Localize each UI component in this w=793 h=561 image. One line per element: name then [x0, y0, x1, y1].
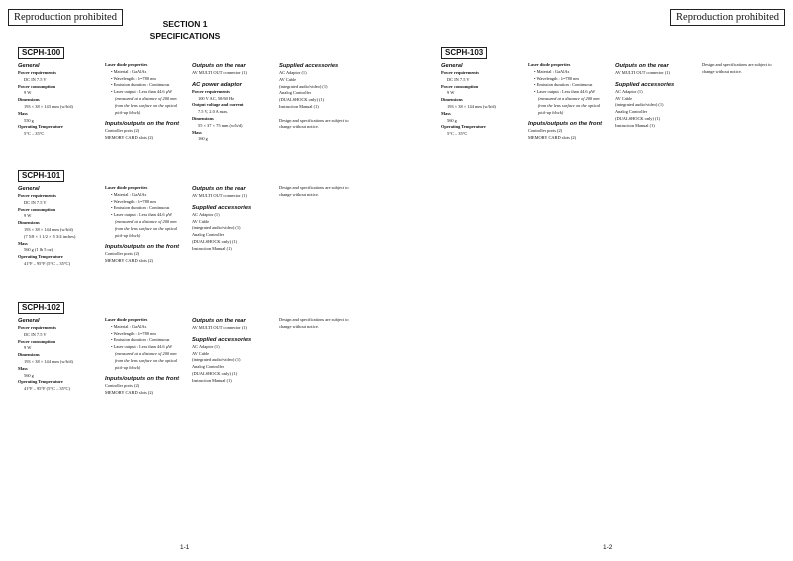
section-heading-general: General [18, 186, 40, 192]
spec-line: 560 g [447, 117, 457, 123]
spec-lines [441, 70, 496, 138]
spec-line: • Laser output : Less than 44.6 μW [111, 344, 173, 350]
spec-line: AV Cable [192, 350, 210, 356]
spec-line: Dimensions [441, 97, 463, 103]
spec-line: Design and specifications are subject to [702, 62, 772, 67]
spec-lines [105, 383, 179, 397]
spec-line: Analog Controller [192, 364, 225, 370]
spec-line: Power consumption [441, 83, 479, 89]
spec-line: Design and specifications are subject to [279, 117, 349, 123]
spec-line: MEMORY CARD slots (2) [105, 390, 154, 396]
spec-line: • Material : GaAlAs [534, 68, 570, 74]
spec-line: (DUALSHOCK only) (1) [192, 238, 238, 244]
accessories-heading: Supplied accessories [192, 336, 252, 343]
spec-line: Operating Temperature [18, 379, 63, 385]
spec-lines [279, 70, 349, 131]
spec-lines [615, 70, 674, 77]
spec-line: from the lens surface on the optical [538, 102, 601, 108]
spec-line: Controller ports (2) [105, 128, 140, 134]
spec-line: (measured at a distance of 200 mm [115, 218, 177, 224]
spec-line: Dimensions [18, 352, 40, 358]
spec-line: Mass [441, 110, 451, 116]
spec-line: Controller ports (2) [105, 251, 140, 257]
spec-line: AC Adaptor (1) [192, 343, 220, 349]
spec-line: 193 × 38 × 143 mm (w/h/d) [24, 103, 73, 109]
spec-line: Operating Temperature [18, 124, 63, 130]
spec-line: • Wavelength : λ=780 nm [111, 330, 156, 336]
io-heading: Inputs/outputs on the front [528, 121, 603, 128]
spec-line: Power requirements [18, 193, 56, 198]
model-label-scph-100: SCPH-100 [18, 47, 64, 59]
page-number-left: 1-1 [180, 544, 190, 551]
spec-line: Mass [18, 240, 28, 246]
spec-line: Mass [18, 110, 28, 116]
scph-101-rear-column [192, 185, 251, 253]
spec-line: pick-up block) [115, 364, 141, 370]
spec-line: MEMORY CARD slots (2) [105, 135, 154, 141]
scph-100-general-column [18, 62, 73, 138]
spec-line: • Emission duration : Continuous [111, 205, 170, 211]
model-label-scph-103: SCPH-103 [441, 47, 487, 59]
spec-line: • Material : GaAlAs [111, 68, 147, 74]
spec-lines [18, 193, 75, 268]
section-title [140, 18, 230, 42]
scph-100-laser-column [105, 62, 179, 142]
rear-heading: Outputs on the rear [192, 63, 246, 69]
model-label-scph-101: SCPH-101 [18, 170, 64, 182]
spec-lines [18, 325, 73, 393]
spec-line: DC IN 7.5 V [24, 199, 47, 205]
spec-line: from the lens surface on the optical [115, 357, 178, 363]
spec-line: • Material : GaAlAs [111, 191, 147, 197]
spec-line: AV Cable [192, 218, 210, 224]
laser-heading: Laser diode properties [105, 185, 148, 190]
spec-line: 560 g [24, 372, 34, 378]
spec-line: (integrated audio/video) (1) [279, 83, 328, 89]
section-heading: SPECIFICATIONS [149, 31, 221, 41]
spec-line: Mass [192, 129, 202, 135]
spec-line: MEMORY CARD slots (2) [528, 135, 577, 141]
spec-line: Controller ports (2) [105, 383, 140, 389]
spec-line: Design and specifications are subject to [279, 317, 349, 322]
reproduction-prohibited-stamp-left: Reproduction prohibited [8, 9, 123, 26]
scph-100-rear-column [192, 62, 247, 143]
spec-line: (DUALSHOCK only) (1) [615, 115, 661, 121]
spec-line: Instruction Manual (1) [192, 245, 232, 251]
spec-line: 193 × 38 × 144 mm (w/h/d) [24, 226, 73, 232]
spec-line: (measured at a distance of 200 mm [115, 350, 177, 356]
spec-line: 9 W [24, 90, 32, 96]
spec-line: Analog Controller [615, 109, 648, 115]
scph-103-rear-column [615, 62, 674, 130]
scph-101-general-column [18, 185, 75, 268]
spec-lines [702, 62, 772, 76]
spec-line: Power requirements [18, 325, 56, 330]
spec-lines [192, 70, 247, 77]
spec-line: 41°F – 95°F (5°C – 35°C) [24, 260, 70, 266]
spec-line: 193 × 38 × 144 mm (w/h/d) [24, 358, 73, 364]
spec-line: • Wavelength : λ=780 nm [111, 75, 156, 81]
spec-line: • Laser output : Less than 44.6 μW [111, 212, 173, 218]
spec-line: (integrated audio/video) (1) [192, 225, 241, 231]
io-heading: Inputs/outputs on the front [105, 121, 180, 128]
model-label-scph-102: SCPH-102 [18, 302, 64, 314]
section-heading-general: General [18, 63, 40, 69]
spec-lines [192, 212, 251, 253]
spec-line: change without notice. [279, 191, 319, 197]
spec-line: (measured at a distance of 200 mm [115, 95, 177, 101]
spec-line: (DUALSHOCK only) (1) [192, 370, 238, 376]
scph-103-general-column [441, 62, 496, 138]
io-heading: Inputs/outputs on the front [105, 376, 180, 383]
spec-line: 160 g [198, 136, 208, 142]
spec-line: • Wavelength : λ=780 nm [534, 75, 579, 81]
spec-line: (DUALSHOCK only) (1) [279, 97, 325, 103]
spec-lines [279, 317, 349, 331]
spec-line: Operating Temperature [441, 124, 486, 130]
spec-line: (integrated audio/video) (1) [615, 102, 664, 108]
spec-line: • Material : GaAlAs [111, 323, 147, 329]
spec-line: (7 5/8 × 1 1/2 × 5 3/4 inches) [24, 233, 76, 239]
spec-line: change without notice. [279, 124, 319, 130]
rear-heading: Outputs on the rear [615, 63, 669, 69]
spec-line: • Emission duration : Continuous [534, 82, 593, 88]
page-number-right: 1-2 [603, 544, 613, 551]
spec-line: • Laser output : Less than 44.6 μW [534, 89, 596, 95]
spec-lines [105, 251, 179, 265]
spec-line: Controller ports (2) [528, 128, 563, 134]
spec-line: Power requirements [192, 88, 230, 94]
spec-line: • Emission duration : Continuous [111, 337, 170, 343]
accessories-heading: Supplied accessories [615, 81, 675, 88]
section-heading-general: General [441, 63, 463, 69]
spec-line: 9 W [24, 213, 32, 219]
spec-line: from the lens surface on the optical [115, 225, 178, 231]
ac-adaptor-heading: AC power adaptor [192, 81, 242, 88]
spec-line: 5°C – 35°C [24, 131, 45, 137]
spec-line: Dimensions [192, 115, 214, 121]
section-heading-general: General [18, 318, 40, 324]
spec-line: AC Adaptor (1) [279, 70, 307, 75]
accessories-heading: Supplied accessories [192, 204, 252, 211]
spec-lines [105, 192, 179, 240]
reproduction-prohibited-stamp-right: Reproduction prohibited [670, 9, 785, 26]
spec-line: • Emission duration : Continuous [111, 82, 170, 88]
scph-103-note-column [702, 62, 772, 76]
spec-line: • Wavelength : λ=780 nm [111, 198, 156, 204]
spec-line: Analog Controller [279, 90, 312, 96]
spec-line: change without notice. [279, 323, 319, 329]
scph-102-general-column [18, 317, 73, 393]
spec-line: AV MULTI OUT connector (1) [192, 193, 247, 198]
scph-103-laser-column [528, 62, 602, 142]
spec-line: 7.5 V, 2.0 A max. [198, 109, 229, 115]
spec-line: Power requirements [18, 70, 56, 75]
spec-line: Dimensions [18, 220, 40, 226]
spec-line: 55 × 37 × 75 mm (w/h/d) [198, 122, 243, 128]
spec-lines [105, 324, 179, 372]
spec-line: 9 W [24, 345, 32, 351]
spec-line: 41°F – 95°F (5°C – 35°C) [24, 386, 70, 392]
spec-lines [279, 185, 349, 199]
spec-line: 5°C – 35°C [447, 131, 468, 137]
spec-line: Instruction Manual (1) [615, 122, 655, 128]
spec-line: Operating Temperature [18, 254, 63, 260]
spec-line: 193 × 38 × 144 mm (w/h/d) [447, 103, 496, 109]
section-number: SECTION 1 [162, 19, 208, 29]
spec-lines [192, 344, 251, 385]
spec-line: Power consumption [18, 83, 56, 89]
spec-line: AC Adaptor (1) [615, 88, 643, 94]
laser-heading: Laser diode properties [105, 317, 148, 322]
spec-line: DC IN 7.5 V [24, 331, 47, 337]
spec-line: DC IN 7.5 V [24, 76, 47, 82]
spec-line: Power consumption [18, 338, 56, 344]
scph-102-rear-column [192, 317, 251, 385]
spec-line: from the lens surface on the optical [115, 102, 178, 108]
spec-lines [105, 128, 179, 142]
spec-line: Instruction Manual (1) [279, 103, 319, 109]
spec-line [279, 111, 349, 118]
spec-line: Mass [18, 365, 28, 371]
scph-100-accessories-column [279, 62, 349, 131]
spec-line: (measured at a distance of 200 mm [538, 95, 600, 101]
spec-lines [615, 89, 674, 130]
spec-line: (integrated audio/video) (1) [192, 357, 241, 363]
spec-line: AC Adaptor (1) [192, 211, 220, 217]
io-heading: Inputs/outputs on the front [105, 244, 180, 251]
spec-line: AV Cable [279, 76, 297, 82]
spec-line: pick-up block) [538, 109, 564, 115]
spec-line: 9 W [447, 90, 455, 96]
spec-lines [105, 69, 179, 117]
scph-102-laser-column [105, 317, 179, 397]
spec-line: AV MULTI OUT connector (1) [192, 70, 247, 75]
spec-line: Output voltage and current [192, 102, 244, 108]
spec-line: Design and specifications are subject to [279, 185, 349, 190]
spec-lines [192, 193, 251, 200]
spec-lines [528, 69, 602, 117]
spec-line: Power requirements [441, 70, 479, 75]
spec-line: change without notice. [702, 68, 742, 74]
spec-line: 560 g (1 lb 5 oz) [24, 247, 54, 253]
scph-101-laser-column [105, 185, 179, 265]
accessories-heading: Supplied accessories [279, 63, 339, 69]
spec-line: Analog Controller [192, 232, 225, 238]
spec-lines [192, 89, 247, 143]
spec-line: AV MULTI OUT connector (1) [615, 70, 670, 75]
laser-heading: Laser diode properties [105, 62, 148, 67]
spec-line: DC IN 7.5 V [447, 76, 470, 82]
spec-line: MEMORY CARD slots (2) [105, 258, 154, 264]
spec-line: AV Cable [615, 95, 633, 101]
spec-line: • Laser output : Less than 44.6 μW [111, 89, 173, 95]
spec-line: pick-up block) [115, 109, 141, 115]
spec-line: Instruction Manual (1) [192, 377, 232, 383]
laser-heading: Laser diode properties [528, 62, 571, 67]
spec-line: Power consumption [18, 206, 56, 212]
spec-line: 100 V AC, 50/60 Hz [198, 95, 235, 101]
rear-heading: Outputs on the rear [192, 186, 246, 192]
spec-line: 550 g [24, 117, 34, 123]
scph-101-note-column [279, 185, 349, 199]
scph-102-note-column [279, 317, 349, 331]
spec-lines [528, 128, 602, 142]
spec-lines [18, 70, 73, 138]
rear-heading: Outputs on the rear [192, 318, 246, 324]
spec-lines [192, 325, 251, 332]
spec-line: AV MULTI OUT connector (1) [192, 325, 247, 330]
spec-line: Dimensions [18, 97, 40, 103]
spec-line: pick-up block) [115, 232, 141, 238]
